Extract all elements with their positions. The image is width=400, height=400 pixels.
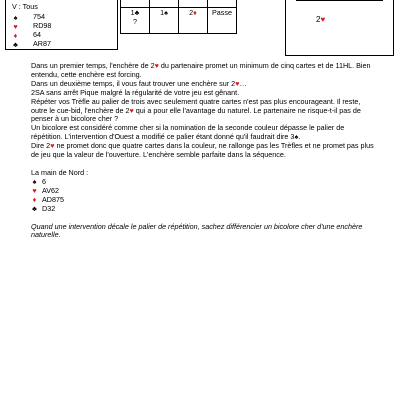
heart-icon: ♥ [154, 61, 159, 70]
bid-header [208, 0, 237, 8]
bid-level: 2 [189, 8, 194, 17]
spade-icon: ♠ [294, 132, 299, 142]
bidding-table [120, 0, 237, 34]
north-hand [31, 169, 376, 214]
north-row-clubs [31, 205, 376, 214]
club-icon: ♣ [13, 40, 18, 49]
diamond-icon: ♦ [193, 8, 197, 17]
bid-level: 1 [130, 8, 135, 17]
conclusion: Quand une intervention décale le palier de répétition, sachez différencier un bicolore cher d'une enchère naturelle. [31, 221, 363, 240]
paragraph: 2SA sans arrêt Pique malgré la régularité de votre jeu est gênant. [31, 87, 240, 97]
club-icon: ♣ [32, 203, 37, 213]
article-text [31, 62, 376, 240]
hand-row-clubs [12, 39, 51, 49]
text: Un bicolore est considéré comme cher si la nomination de la seconde couleur dépasse le palier de répétition. L'intervention d'Ouest a modifié ce palier étant donné qu'il faudrait dire 3 [31, 123, 345, 142]
bid-level: 1 [160, 8, 165, 17]
text: Dans un deuxième temps, il vous faut trouver une enchère sur 2 [31, 78, 236, 88]
bid-cell: Passe [208, 8, 237, 34]
vulnerability-label: V : Tous [12, 2, 38, 11]
hand-cards-diamonds: 64 [33, 30, 41, 39]
text: ne promet donc que quatre cartes dans la couleur, ne rallonge pas les Trèfles et ne promet pas plus de jeu que la valeur de l'ouverture. L'enchère semble parfaite dans la séquence. [31, 141, 374, 160]
north-row-hearts [31, 187, 376, 196]
club-icon: ♣ [134, 8, 140, 17]
diamond-icon: ♦ [13, 31, 18, 40]
bid-header [121, 0, 150, 8]
bid-cell [121, 8, 150, 34]
partner-bid-box [285, 0, 394, 56]
bid-cell [179, 8, 208, 34]
north-cards: AV62 [42, 185, 60, 195]
heart-icon: ♥ [13, 22, 18, 31]
north-cards: 6 [42, 176, 46, 186]
text: Dire 2 [31, 141, 51, 151]
north-cards: D32 [42, 203, 56, 213]
diamond-icon: ♦ [32, 194, 37, 204]
hand-diagram [5, 0, 118, 50]
partner-bid [316, 15, 325, 24]
text: Dans un premier temps, l'enchère de 2 [31, 61, 155, 70]
text: qui a pour elle l'avantage du naturel. Le partenaire ne risque-t-il pas de penser à un bicolore cher ? [31, 105, 361, 124]
north-row-diamonds [31, 196, 376, 205]
text: du partenaire promet un minimum de cinq cartes et de 11HL. Bien entendu, cette enchère est forcing. [31, 61, 371, 79]
paragraph [31, 142, 376, 160]
bid-level: 2 [316, 15, 321, 24]
hand-cards-hearts: RD98 [33, 21, 52, 30]
north-cards: AD875 [42, 194, 64, 204]
heart-icon: ♥ [32, 185, 37, 195]
heart-icon: ♥ [320, 15, 326, 24]
bid-cell [150, 8, 179, 34]
hand-row-hearts [12, 21, 52, 31]
text: Répéter vos Trèfle au palier de trois avec seulement quatre cartes n'est pas plus encourageant. Il reste, outre le cue-bid, l'enchère de 2 [31, 96, 361, 115]
paragraph [31, 62, 376, 80]
paragraph [31, 124, 376, 142]
hand-cards-spades: 754 [33, 12, 45, 21]
bid-question: ? [133, 17, 137, 26]
heart-icon: ♥ [129, 105, 134, 115]
hand-cards-clubs: AR87 [33, 39, 51, 48]
hand-row-diamonds [12, 30, 41, 40]
paragraph [31, 98, 376, 125]
north-row-spades [31, 178, 376, 187]
spade-icon: ♠ [164, 8, 168, 17]
north-hand-title: La main de Nord : [31, 167, 89, 177]
text: … [239, 78, 247, 88]
bid-header [179, 0, 208, 8]
spade-icon: ♠ [13, 13, 18, 22]
heart-icon: ♥ [50, 141, 55, 151]
spade-icon: ♠ [32, 176, 37, 186]
heart-icon: ♥ [235, 78, 240, 88]
hand-row-spades [12, 12, 45, 22]
divider [296, 0, 383, 1]
bid-header [150, 0, 179, 8]
text: . [298, 132, 301, 142]
